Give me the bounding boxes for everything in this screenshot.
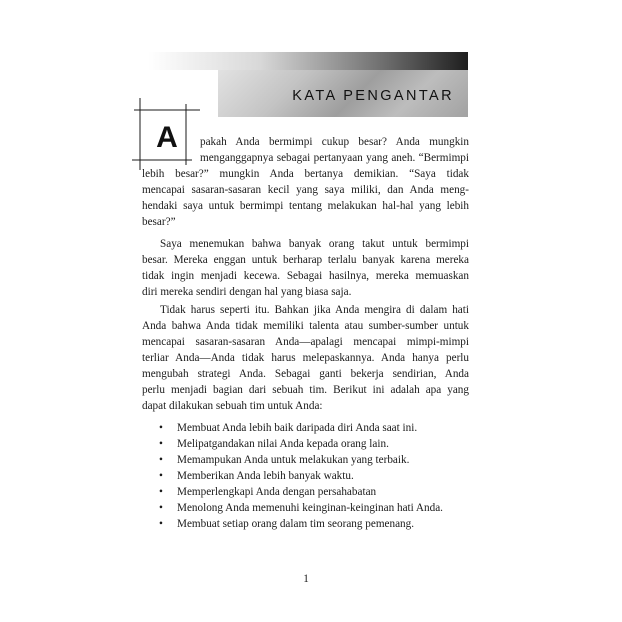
text-line: terliar Anda—Anda tidak harus melepaskannya. Anda hanya perlu (142, 352, 469, 364)
paragraph-2 (142, 236, 469, 300)
text-line: mengubah strategi Anda. Sebagai ganti bekerja sendirian, Anda (142, 368, 469, 380)
text-line: Saya menemukan bahwa banyak orang takut untuk bermimpi (160, 238, 469, 250)
dropcap-letter: A (156, 121, 178, 154)
text-line: menganggapnya sebagai pertanyaan yang aneh. “Bermimpi (200, 152, 469, 164)
bullet-list (159, 420, 479, 532)
text-line: lebih besar?” mungkin Anda bertanya demikian. “Saya tidak (142, 168, 469, 180)
text-line: mencapai sasaran-sasaran kecil yang saya miliki, dan Anda meng- (142, 184, 469, 196)
text-line: pakah Anda bermimpi cukup besar? Anda mungkin (200, 136, 469, 148)
text-line: perlu menjadi bagian dari sebuah tim. Berikut ini adalah apa yang (142, 384, 469, 396)
paragraph-3 (142, 302, 469, 414)
chapter-title: KATA PENGANTAR (292, 88, 454, 104)
page-number: 1 (303, 573, 309, 585)
text-line: diri mereka sendiri dengan hal yang biasa saja. (142, 286, 352, 298)
text-line: Tidak harus seperti itu. Bahkan jika Anda mengira di dalam hati (160, 304, 469, 316)
text-line: mencapai sasaran-sasaran Anda—apalagi mencapai mimpi-mimpi (142, 336, 469, 348)
text-line: besar?” (142, 216, 176, 228)
text-line: besar. Mereka enggan untuk berharap terlalu banyak karena mereka (142, 254, 469, 266)
list-item: • Melipatgandakan nilai Anda kepada orang lain. (159, 436, 479, 452)
text-line: Anda bahwa Anda tidak memiliki talenta atau sumber-sumber untuk (142, 320, 469, 332)
list-item: • Memampukan Anda untuk melakukan yang terbaik. (159, 452, 479, 468)
text-line: hendaki saya untuk bermimpi tentang melakukan hal-hal yang lebih (142, 200, 469, 212)
list-item: • Menolong Anda memenuhi keinginan-keinginan hati Anda. (159, 500, 479, 516)
list-item: • Membuat setiap orang dalam tim seorang pemenang. (159, 516, 479, 532)
text-line: tidak ingin menjadi kecewa. Sebagai hasilnya, mereka memuaskan (142, 270, 469, 282)
paragraph-1 (142, 134, 469, 230)
list-item: • Membuat Anda lebih baik daripada diri Anda saat ini. (159, 420, 479, 436)
text-line: dapat dilakukan sebuah tim untuk Anda: (142, 400, 323, 412)
list-item: • Memperlengkapi Anda dengan persahabatan (159, 484, 479, 500)
list-item: • Memberikan Anda lebih banyak waktu. (159, 468, 479, 484)
